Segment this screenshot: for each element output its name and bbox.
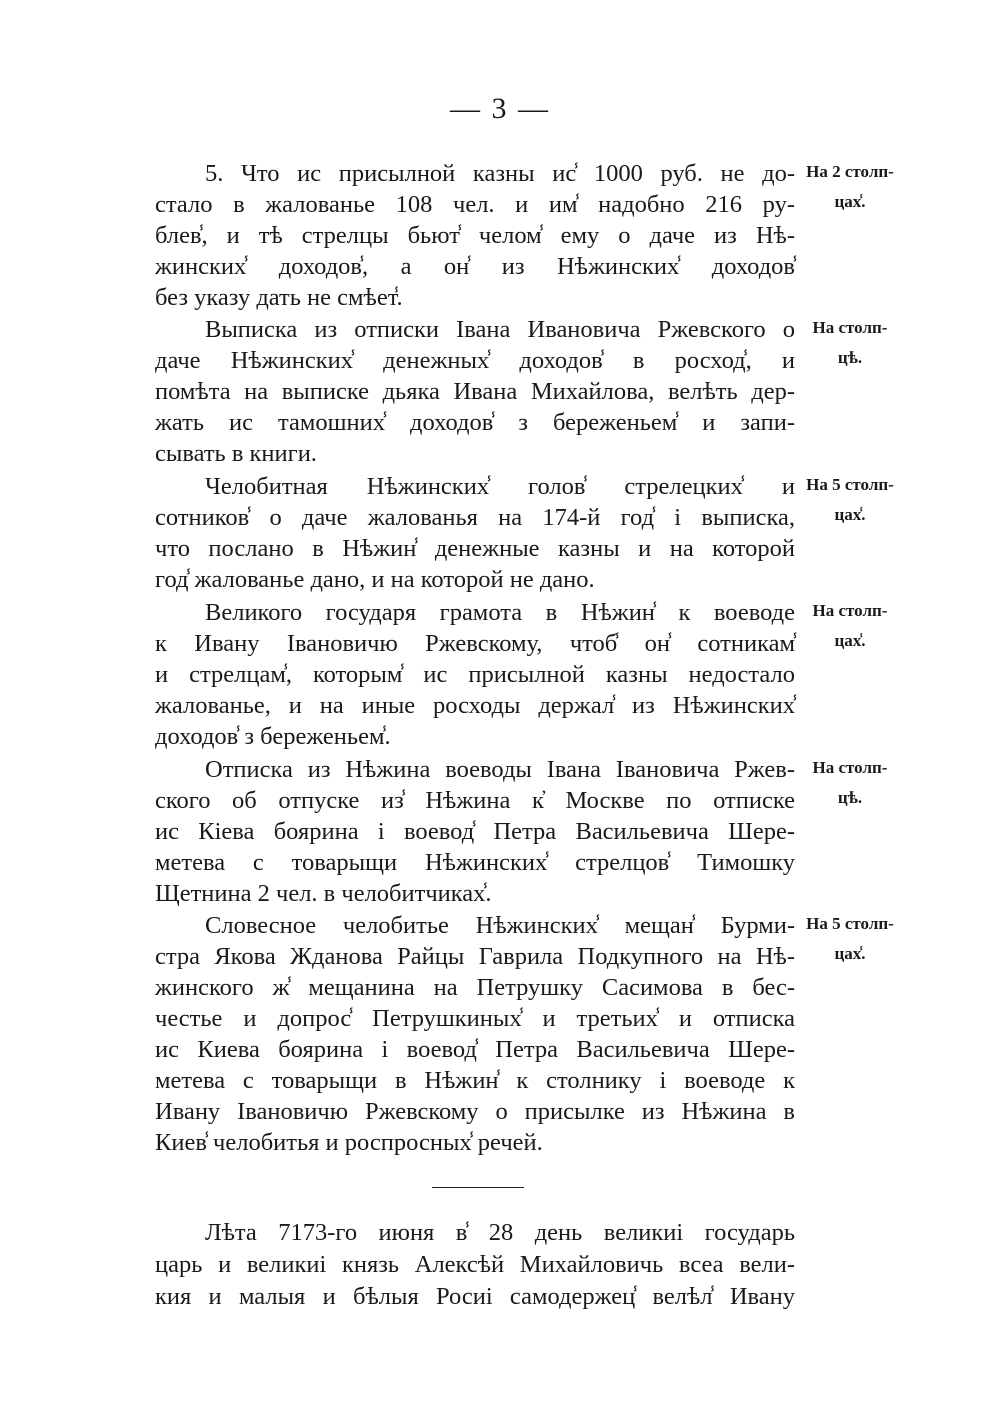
margin-note: цах̾. (834, 505, 866, 524)
margin-note: цѣ. (837, 348, 863, 367)
text-line: Щетнина 2 чел. в челобитчиках̾. (155, 880, 492, 907)
margin-note: цах̾. (834, 631, 866, 650)
text-line: к Ивану Івановичю Ржевскому, чтоб̾ он̾ сотникам̾ (155, 630, 795, 657)
text-line: ис Киева боярина і воевод̾ Петра Васильевича Шере- (155, 1036, 795, 1063)
text-line: стра Якова Жданова Райцы Гаврила Подкупного на Нѣ- (155, 943, 795, 970)
section-divider (432, 1187, 524, 1188)
margin-note: цах̾. (834, 192, 866, 211)
text-line: ис Кіева боярина і воевод̾ Петра Васильевича Шере- (155, 818, 795, 845)
text-line: ского об отпуске из̾ Нѣжина к̓ Москве по отписке (155, 787, 795, 814)
page-number: — 3 — (450, 92, 550, 125)
text-line: год̾ жалованье дано, и на которой не дано. (155, 566, 595, 593)
text-line: блев̾, и тѣ стрелцы бьют̾ челом̾ ему о даче из Нѣ- (155, 222, 795, 249)
text-line: даче Нѣжинских̾ денежных̾ доходов̾ в росход̾, и (155, 347, 795, 374)
text-line: сотников̾ о даче жалованья на 174-й год̾ і выписка, (155, 504, 795, 531)
margin-note: цѣ. (837, 788, 863, 807)
text-line: Челобитная Нѣжинских̾ голов̾ стрелецких̾ и (205, 473, 795, 500)
text-line: и стрелцам̾, которым̾ ис присылной казны недостало (155, 661, 795, 688)
text-line: доходов̾ з береженьем̾. (155, 723, 391, 750)
text-line: Лѣта 7173-го июня в̾ 28 день великиі государь (205, 1219, 795, 1246)
text-line: без указу дать не смѣет̾. (155, 284, 403, 311)
text-line: жинского ж̾ мещанина на Петрушку Сасимова в бес- (155, 974, 795, 1001)
margin-note: На 2 столп- (806, 162, 894, 181)
text-line: 5. Что ис присылной казны ис̾ 1000 руб. не до- (205, 160, 795, 187)
text-line: метева с товарыщи Нѣжинских̾ стрелцов̾ Тимошку (155, 849, 795, 876)
text-line: метева с товарыщи в Нѣжин̾ к столнику і воеводе к (155, 1067, 795, 1094)
text-line: стало в жалованье 108 чел. и им̾ надобно 216 ру- (155, 191, 795, 218)
text-line: что послано в Нѣжин̾ денежные казны и на которой (155, 535, 795, 562)
margin-note: На столп- (812, 601, 888, 620)
margin-note: На 5 столп- (806, 914, 894, 933)
text-line: царь и великиі князь Алексѣй Михайловичь всеа вели- (155, 1251, 795, 1278)
text-line: честье и допрос̾ Петрушкиных̾ и третьих̾ и отписка (155, 1005, 795, 1032)
margin-note: цах̾. (834, 944, 866, 963)
text-line: Киев̾ челобитья и роспросных̾ речей. (155, 1129, 543, 1156)
margin-note: На столп- (812, 318, 888, 337)
text-line: Великого государя грамота в Нѣжин̾ к воеводе (205, 599, 795, 626)
text-line: помѣта на выписке дьяка Ивана Михайлова, велѣть дер- (155, 378, 795, 405)
text-line: кия и малыя и бѣлыя Росиі самодержец̾ велѣл̾ Ивану (155, 1283, 795, 1310)
text-line: Ивану Івановичю Ржевскому о присылке из Нѣжина в (155, 1098, 795, 1125)
text-line: жать ис тамошних̾ доходов̾ з береженьем̾ и запи- (155, 409, 795, 436)
text-line: жалованье, и на иные росходы держал̾ из Нѣжинских̾ (155, 692, 795, 719)
text-line: сывать в книги. (155, 440, 317, 467)
margin-note: На 5 столп- (806, 475, 894, 494)
text-line: Отписка из Нѣжина воеводы Івана Івановича Ржев- (205, 756, 795, 783)
text-line: Выписка из отписки Івана Ивановича Ржевского о (205, 316, 795, 343)
text-line: жинских̾ доходов̾, а он̾ из Нѣжинских̾ доходов̾ (155, 253, 795, 280)
margin-note: На столп- (812, 758, 888, 777)
text-line: Словесное челобитье Нѣжинских̾ мещан̾ Бурми- (205, 912, 795, 939)
